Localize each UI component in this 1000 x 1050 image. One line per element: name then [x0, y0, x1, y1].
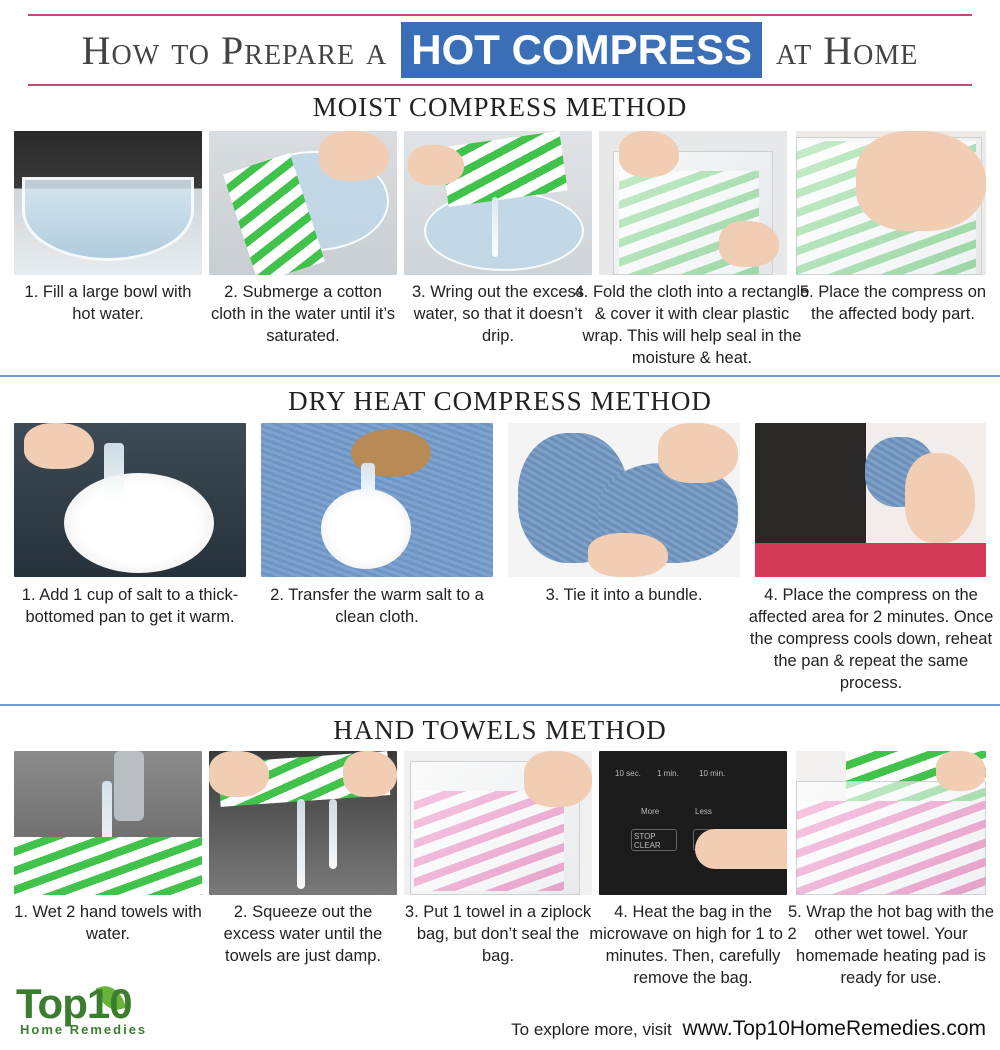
photo-microwave — [599, 751, 787, 895]
section-divider-1 — [0, 375, 1000, 377]
caption-dry-3: 3. Tie it into a bundle. — [545, 586, 703, 604]
hand — [658, 423, 738, 483]
salt-pile — [64, 473, 214, 573]
caption-dry-2: 2. Transfer the warm salt to a clean cloth. — [270, 586, 484, 626]
section-title-dry: DRY HEAT COMPRESS METHOD — [288, 386, 712, 416]
photo-submerge-cloth — [209, 131, 397, 275]
section-title-moist: MOIST COMPRESS METHOD — [312, 92, 688, 122]
ziplock-bag — [796, 781, 986, 895]
caption-towels-3: 3. Put 1 towel in a ziplock bag, but don’t seal the bag. — [404, 903, 592, 965]
section-divider-2 — [0, 704, 1000, 706]
hand — [524, 751, 592, 807]
page-title — [0, 20, 1000, 80]
section-title-hand-towels: HAND TOWELS METHOD — [333, 715, 667, 745]
hand — [719, 221, 779, 267]
title-bottom-rule — [28, 84, 972, 86]
title-suffix: at Home — [775, 27, 919, 73]
caption-towels-1: 1. Wet 2 hand towels with water. — [14, 903, 202, 943]
footer — [511, 1017, 986, 1041]
caption-dry-4: 4. Place the compress on the affected area for 2 minutes. Once the compress cools down, reheat the pan & repeat the same process. — [748, 586, 994, 692]
faucet — [114, 751, 144, 821]
microwave-label-10min: 10 min. — [699, 769, 726, 778]
footer-prefix: To explore more, visit — [511, 1020, 672, 1039]
water-drip — [329, 799, 337, 869]
salt-stream — [104, 443, 124, 503]
caption-moist-5: 5. Place the compress on the affected body part. — [799, 283, 987, 323]
green-towel — [14, 837, 202, 895]
hand — [619, 131, 679, 177]
water-drip — [297, 799, 305, 889]
hand — [24, 423, 94, 469]
microwave-panel — [611, 759, 741, 889]
caption-towels-5: 5. Wrap the hot bag with the other wet towel. Your homemade heating pad is ready for use. — [787, 903, 995, 987]
photo-salt-pan — [14, 423, 246, 577]
photo-place-compress — [755, 423, 986, 577]
photo-wring-cloth — [404, 131, 592, 275]
hand — [343, 751, 397, 797]
hand — [319, 131, 389, 181]
caption-moist-3: 3. Wring out the excess water, so that it doesn’t drip. — [411, 283, 585, 345]
photo-fold-wrap — [599, 131, 787, 275]
caption-moist-1: 1. Fill a large bowl with hot water. — [24, 283, 192, 323]
photo-squeeze-towel — [209, 751, 397, 895]
photo-ziplock-bag — [404, 751, 592, 895]
caption-towels-4: 4. Heat the bag in the microwave on high for 1 to 2 minutes. Then, carefully remove the bag. — [589, 903, 797, 987]
photo-tie-bundle — [508, 423, 740, 577]
caption-dry-1: 1. Add 1 cup of salt to a thick-bottomed pan to get it warm. — [21, 586, 239, 626]
salt-stream — [361, 463, 375, 503]
water-drip — [492, 197, 498, 257]
finger — [695, 829, 787, 869]
photo-fill-bowl — [14, 131, 202, 275]
hand — [856, 131, 986, 231]
caption-moist-4: 4. Fold the cloth into a rectangle & cover it with clear plastic wrap. This will help seal in the moisture & heat. — [574, 283, 810, 367]
title-top-rule — [28, 14, 972, 16]
photo-wrap-bag — [796, 751, 986, 895]
hand — [905, 453, 975, 543]
microwave-stop-clear-button: STOP CLEAR — [631, 829, 677, 851]
logo-sub-text: Home Remedies — [20, 1022, 148, 1037]
red-shirt — [755, 543, 986, 577]
title-prefix: How to Prepare a — [81, 27, 388, 73]
microwave-label-10sec: 10 sec. — [615, 769, 641, 778]
footer-url-link[interactable]: www.Top10HomeRemedies.com — [682, 1017, 986, 1040]
microwave-label-1min: 1 min. — [657, 769, 679, 778]
glass-bowl — [22, 177, 194, 261]
logo-main-text: Top10 — [16, 980, 132, 1027]
photo-apply-compress — [796, 131, 986, 275]
hand — [209, 751, 269, 797]
hand — [588, 533, 668, 577]
caption-moist-2: 2. Submerge a cotton cloth in the water until it’s saturated. — [210, 283, 396, 345]
photo-salt-cloth — [261, 423, 493, 577]
microwave-label-less: Less — [695, 807, 712, 816]
title-highlight: HOT COMPRESS — [401, 22, 762, 78]
hand — [408, 145, 464, 185]
photo-wet-towels — [14, 751, 202, 895]
brand-logo[interactable] — [14, 982, 204, 1042]
caption-towels-2: 2. Squeeze out the excess water until the towels are just damp. — [223, 903, 383, 965]
hand — [936, 751, 986, 791]
microwave-label-more: More — [641, 807, 660, 816]
